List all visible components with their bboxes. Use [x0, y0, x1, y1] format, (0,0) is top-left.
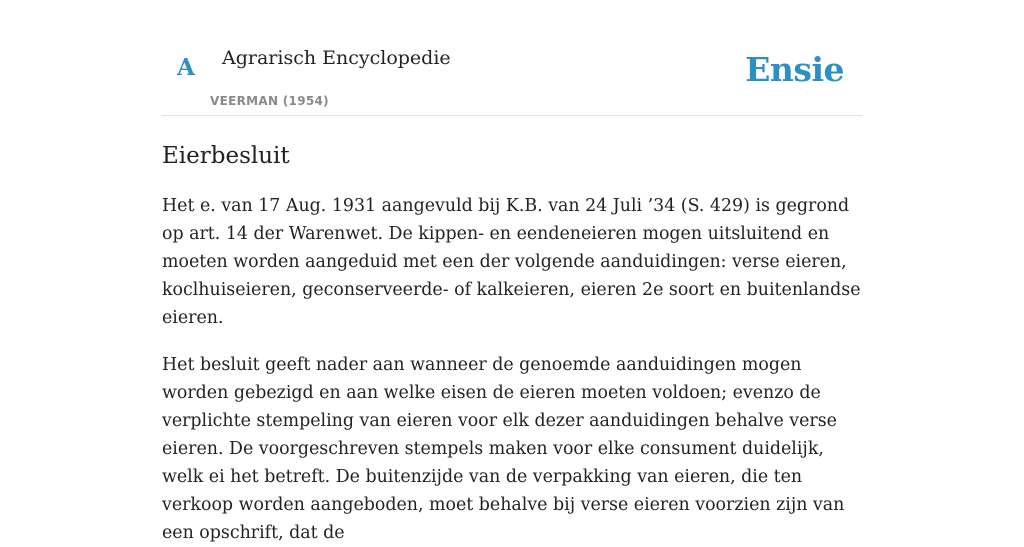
content-container: [162, 0, 862, 547]
article-title: Eierbesluit: [162, 143, 290, 169]
book-title-link[interactable]: Agrarisch Encyclopedie: [222, 47, 451, 69]
ensie-logo[interactable]: Ensie: [745, 50, 844, 89]
article-paragraph: Het e. van 17 Aug. 1931 aangevuld bij K.B. van 24 Juli ’34 (S. 429) is gegrond op art. 14 der Warenwet. De kippen- en eendeneieren mogen uitsluitend en moeten worden aangeduid met een der volgende aanduidingen: verse eieren, koclhuiseieren, geconserveerde- of kalkeieren, eieren 2e soort en buitenlandse eieren.: [162, 196, 861, 328]
letter-index-link[interactable]: A: [177, 54, 195, 81]
header: [162, 0, 862, 116]
book-author: VEERMAN (1954): [210, 94, 329, 108]
article-paragraph: Het besluit geeft nader aan wanneer de genoemde aanduidingen mogen worden gebezigd en aan welke eisen de eieren moeten voldoen; evenzo de verplichte stempeling van eieren voor elk dezer aanduidingen behalve verse eieren. De voorgeschreven stempels maken voor elke consument duidelijk, welk ei het betreft. De buitenzijde van de verpakking van eieren, die ten verkoop worden aangeboden, moet behalve bij verse eieren voorzien zijn van een opschrift, dat de: [162, 355, 845, 543]
